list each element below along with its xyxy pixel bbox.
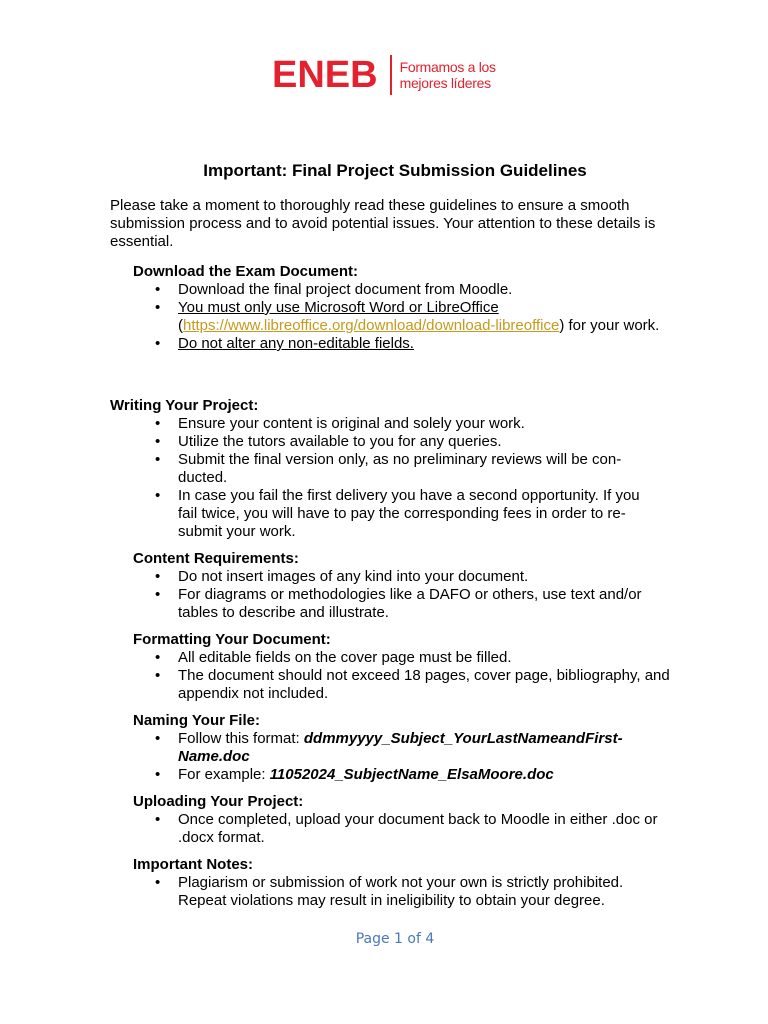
- bullet-list: [133, 811, 673, 847]
- section-heading: Content Requirements:: [133, 550, 299, 567]
- filename-format: ddmmyyyy_Subject_YourLastNameandFirst-Name.doc: [178, 730, 623, 765]
- list-item-text: Plagiarism or submission of work not your own is strictly prohibited. Repeat violations may result in ineligibility to obtain your degree.: [178, 874, 624, 909]
- list-item-text: Utilize the tutors available to you for any queries.: [178, 433, 502, 450]
- section-naming: [133, 712, 673, 784]
- list-item: [133, 766, 673, 784]
- section-heading: Formatting Your Document:: [133, 631, 331, 648]
- list-item-text: Ensure your content is original and solely your work.: [178, 415, 525, 432]
- logo-brand: ENEB: [272, 54, 378, 96]
- section-content-requirements: [133, 550, 673, 622]
- list-item-text: All editable fields on the cover page must be filled.: [178, 649, 512, 666]
- bullet-icon: •: [155, 586, 161, 603]
- bullet-list: [133, 874, 673, 910]
- list-item: [133, 874, 673, 910]
- bullet-icon: •: [155, 667, 161, 684]
- list-item: [110, 451, 650, 487]
- list-item: [133, 730, 673, 766]
- bullet-icon: •: [155, 433, 161, 450]
- list-item-text: You must only use Microsoft Word or LibreOffice: [178, 299, 499, 316]
- logo-divider: [390, 55, 392, 95]
- page-title: Important: Final Project Submission Guidelines: [203, 161, 587, 180]
- list-item: [133, 281, 673, 299]
- bullet-icon: •: [155, 568, 161, 585]
- list-item: [133, 811, 673, 847]
- logo-tagline-line1: Formamos a los: [399, 59, 496, 75]
- list-item: [133, 667, 673, 703]
- list-item: [133, 586, 673, 622]
- filename-example: 11052024_SubjectName_ElsaMoore.doc: [269, 766, 554, 783]
- list-item-text: For example:: [178, 766, 270, 783]
- bullet-icon: •: [155, 451, 161, 468]
- list-item: [133, 649, 673, 667]
- list-item: [110, 487, 650, 541]
- section-formatting: [133, 631, 673, 703]
- bullet-icon: •: [155, 335, 161, 352]
- list-item-text: Do not alter any non-editable fields.: [178, 335, 414, 352]
- section-heading: Important Notes:: [133, 856, 253, 873]
- section-heading: Naming Your File:: [133, 712, 260, 729]
- bullet-icon: •: [155, 281, 161, 298]
- bullet-icon: •: [155, 299, 161, 316]
- list-item-text: Download the final project document from Moodle.: [178, 281, 513, 298]
- bullet-icon: •: [155, 415, 161, 432]
- bullet-icon: •: [155, 487, 161, 504]
- page-number: Page 1 of 4: [355, 931, 435, 947]
- logo-tagline: [400, 59, 496, 91]
- section-writing: [110, 397, 650, 541]
- bullet-list: [133, 730, 673, 784]
- bullet-list: [133, 281, 673, 353]
- section-download: [133, 263, 673, 353]
- list-item: [110, 433, 650, 451]
- list-item: [133, 299, 673, 335]
- bullet-icon: •: [155, 730, 161, 747]
- libreoffice-link[interactable]: https://www.libreoffice.org/download/download-libreoffice: [183, 317, 560, 334]
- logo-tagline-line2: mejores líderes: [399, 75, 491, 91]
- list-item-text: Once completed, upload your document back to Moodle in either .doc or .docx format.: [178, 811, 658, 846]
- list-item-text: The document should not exceed 18 pages, cover page, bibliography, and appendix not included.: [178, 667, 670, 702]
- section-heading: Download the Exam Document:: [133, 263, 359, 280]
- bullet-list: [133, 649, 673, 703]
- list-item: [110, 415, 650, 433]
- list-item-text: Do not insert images of any kind into your document.: [178, 568, 529, 585]
- list-item-text: In case you fail the first delivery you have a second opportunity. If you fail twice, you will have to pay the corresponding fees in order to re-submit your work.: [178, 487, 640, 540]
- list-item: [133, 568, 673, 586]
- list-item-text: For diagrams or methodologies like a DAFO or others, use text and/or tables to describe and illustrate.: [178, 586, 642, 621]
- paren-open: (: [178, 317, 183, 334]
- list-item-text: Submit the final version only, as no preliminary reviews will be con-ducted.: [178, 451, 622, 486]
- list-item-text: Follow this format:: [178, 730, 304, 747]
- bullet-icon: •: [155, 766, 161, 783]
- bullet-list: [133, 568, 673, 622]
- bullet-icon: •: [155, 811, 161, 828]
- section-important-notes: [133, 856, 673, 910]
- bullet-icon: •: [155, 649, 161, 666]
- eneb-logo: [272, 55, 496, 95]
- section-heading: Writing Your Project:: [110, 397, 259, 414]
- intro-paragraph: Please take a moment to thoroughly read these guidelines to ensure a smooth submission process and to avoid potential issues. Your attention to these details is essential.: [110, 197, 656, 250]
- bullet-icon: •: [155, 874, 161, 891]
- section-heading: Uploading Your Project:: [133, 793, 304, 810]
- section-uploading: [133, 793, 673, 847]
- list-item: [133, 335, 673, 353]
- list-item-text: ) for your work.: [559, 317, 660, 334]
- bullet-list: [110, 415, 650, 541]
